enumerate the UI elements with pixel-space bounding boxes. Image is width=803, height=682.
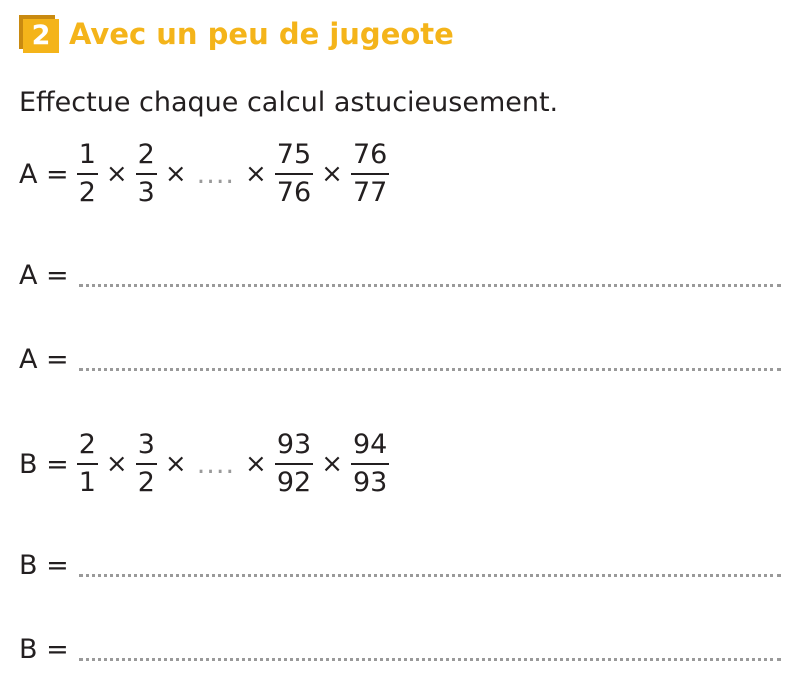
dotted-answer-line[interactable] (79, 284, 781, 287)
times-sign: × (105, 449, 128, 479)
denominator: 3 (136, 173, 157, 208)
fraction-93-92 (275, 430, 313, 498)
expression-b (19, 424, 393, 504)
fraction-75-76 (275, 140, 313, 208)
numerator: 2 (78, 429, 96, 460)
fraction-76-77 (351, 140, 389, 208)
ellipsis: .... (196, 448, 236, 480)
numerator: 2 (137, 139, 155, 170)
expression-a-lhs: A = (19, 158, 69, 190)
times-sign: × (105, 159, 128, 189)
times-sign: × (321, 159, 343, 189)
times-sign: × (164, 159, 187, 189)
instruction-text: Effectue chaque calcul astucieusement. (19, 87, 559, 118)
expression-a (19, 134, 393, 214)
answer-label: B = (19, 550, 69, 581)
exercise-header (19, 15, 454, 53)
exercise-title: Avec un peu de jugeote (69, 17, 454, 51)
dotted-answer-line[interactable] (79, 368, 781, 371)
answer-line-a-2[interactable] (19, 343, 781, 377)
times-sign: × (245, 159, 267, 189)
dotted-answer-line[interactable] (79, 574, 781, 577)
answer-line-b-1[interactable] (19, 549, 781, 583)
ellipsis: .... (196, 158, 235, 190)
fraction-2-3 (136, 140, 157, 208)
answer-line-b-2[interactable] (19, 633, 781, 667)
answer-label: A = (19, 260, 69, 291)
denominator: 92 (275, 463, 313, 498)
answer-label: B = (19, 634, 69, 665)
numerator: 76 (352, 139, 388, 170)
denominator: 93 (351, 463, 389, 498)
times-sign: × (164, 449, 187, 479)
dotted-answer-line[interactable] (79, 658, 781, 661)
expression-b-lhs: B = (19, 448, 69, 480)
numerator: 1 (78, 139, 96, 170)
times-sign: × (245, 449, 267, 479)
numerator: 75 (276, 139, 312, 170)
denominator: 76 (275, 173, 313, 208)
fraction-1-2 (77, 140, 98, 208)
fraction-2-1 (77, 430, 98, 498)
numerator: 93 (276, 429, 312, 460)
times-sign: × (321, 449, 343, 479)
answer-label: A = (19, 344, 69, 375)
fraction-3-2 (136, 430, 157, 498)
numerator: 94 (353, 429, 388, 460)
denominator: 2 (136, 463, 157, 498)
fraction-94-93 (351, 430, 389, 498)
denominator: 2 (77, 173, 98, 208)
denominator: 1 (77, 463, 98, 498)
numerator: 3 (137, 429, 155, 460)
exercise-number: 2 (23, 19, 59, 53)
answer-line-a-1[interactable] (19, 259, 781, 293)
denominator: 77 (351, 173, 389, 208)
exercise-number-badge (19, 15, 59, 53)
